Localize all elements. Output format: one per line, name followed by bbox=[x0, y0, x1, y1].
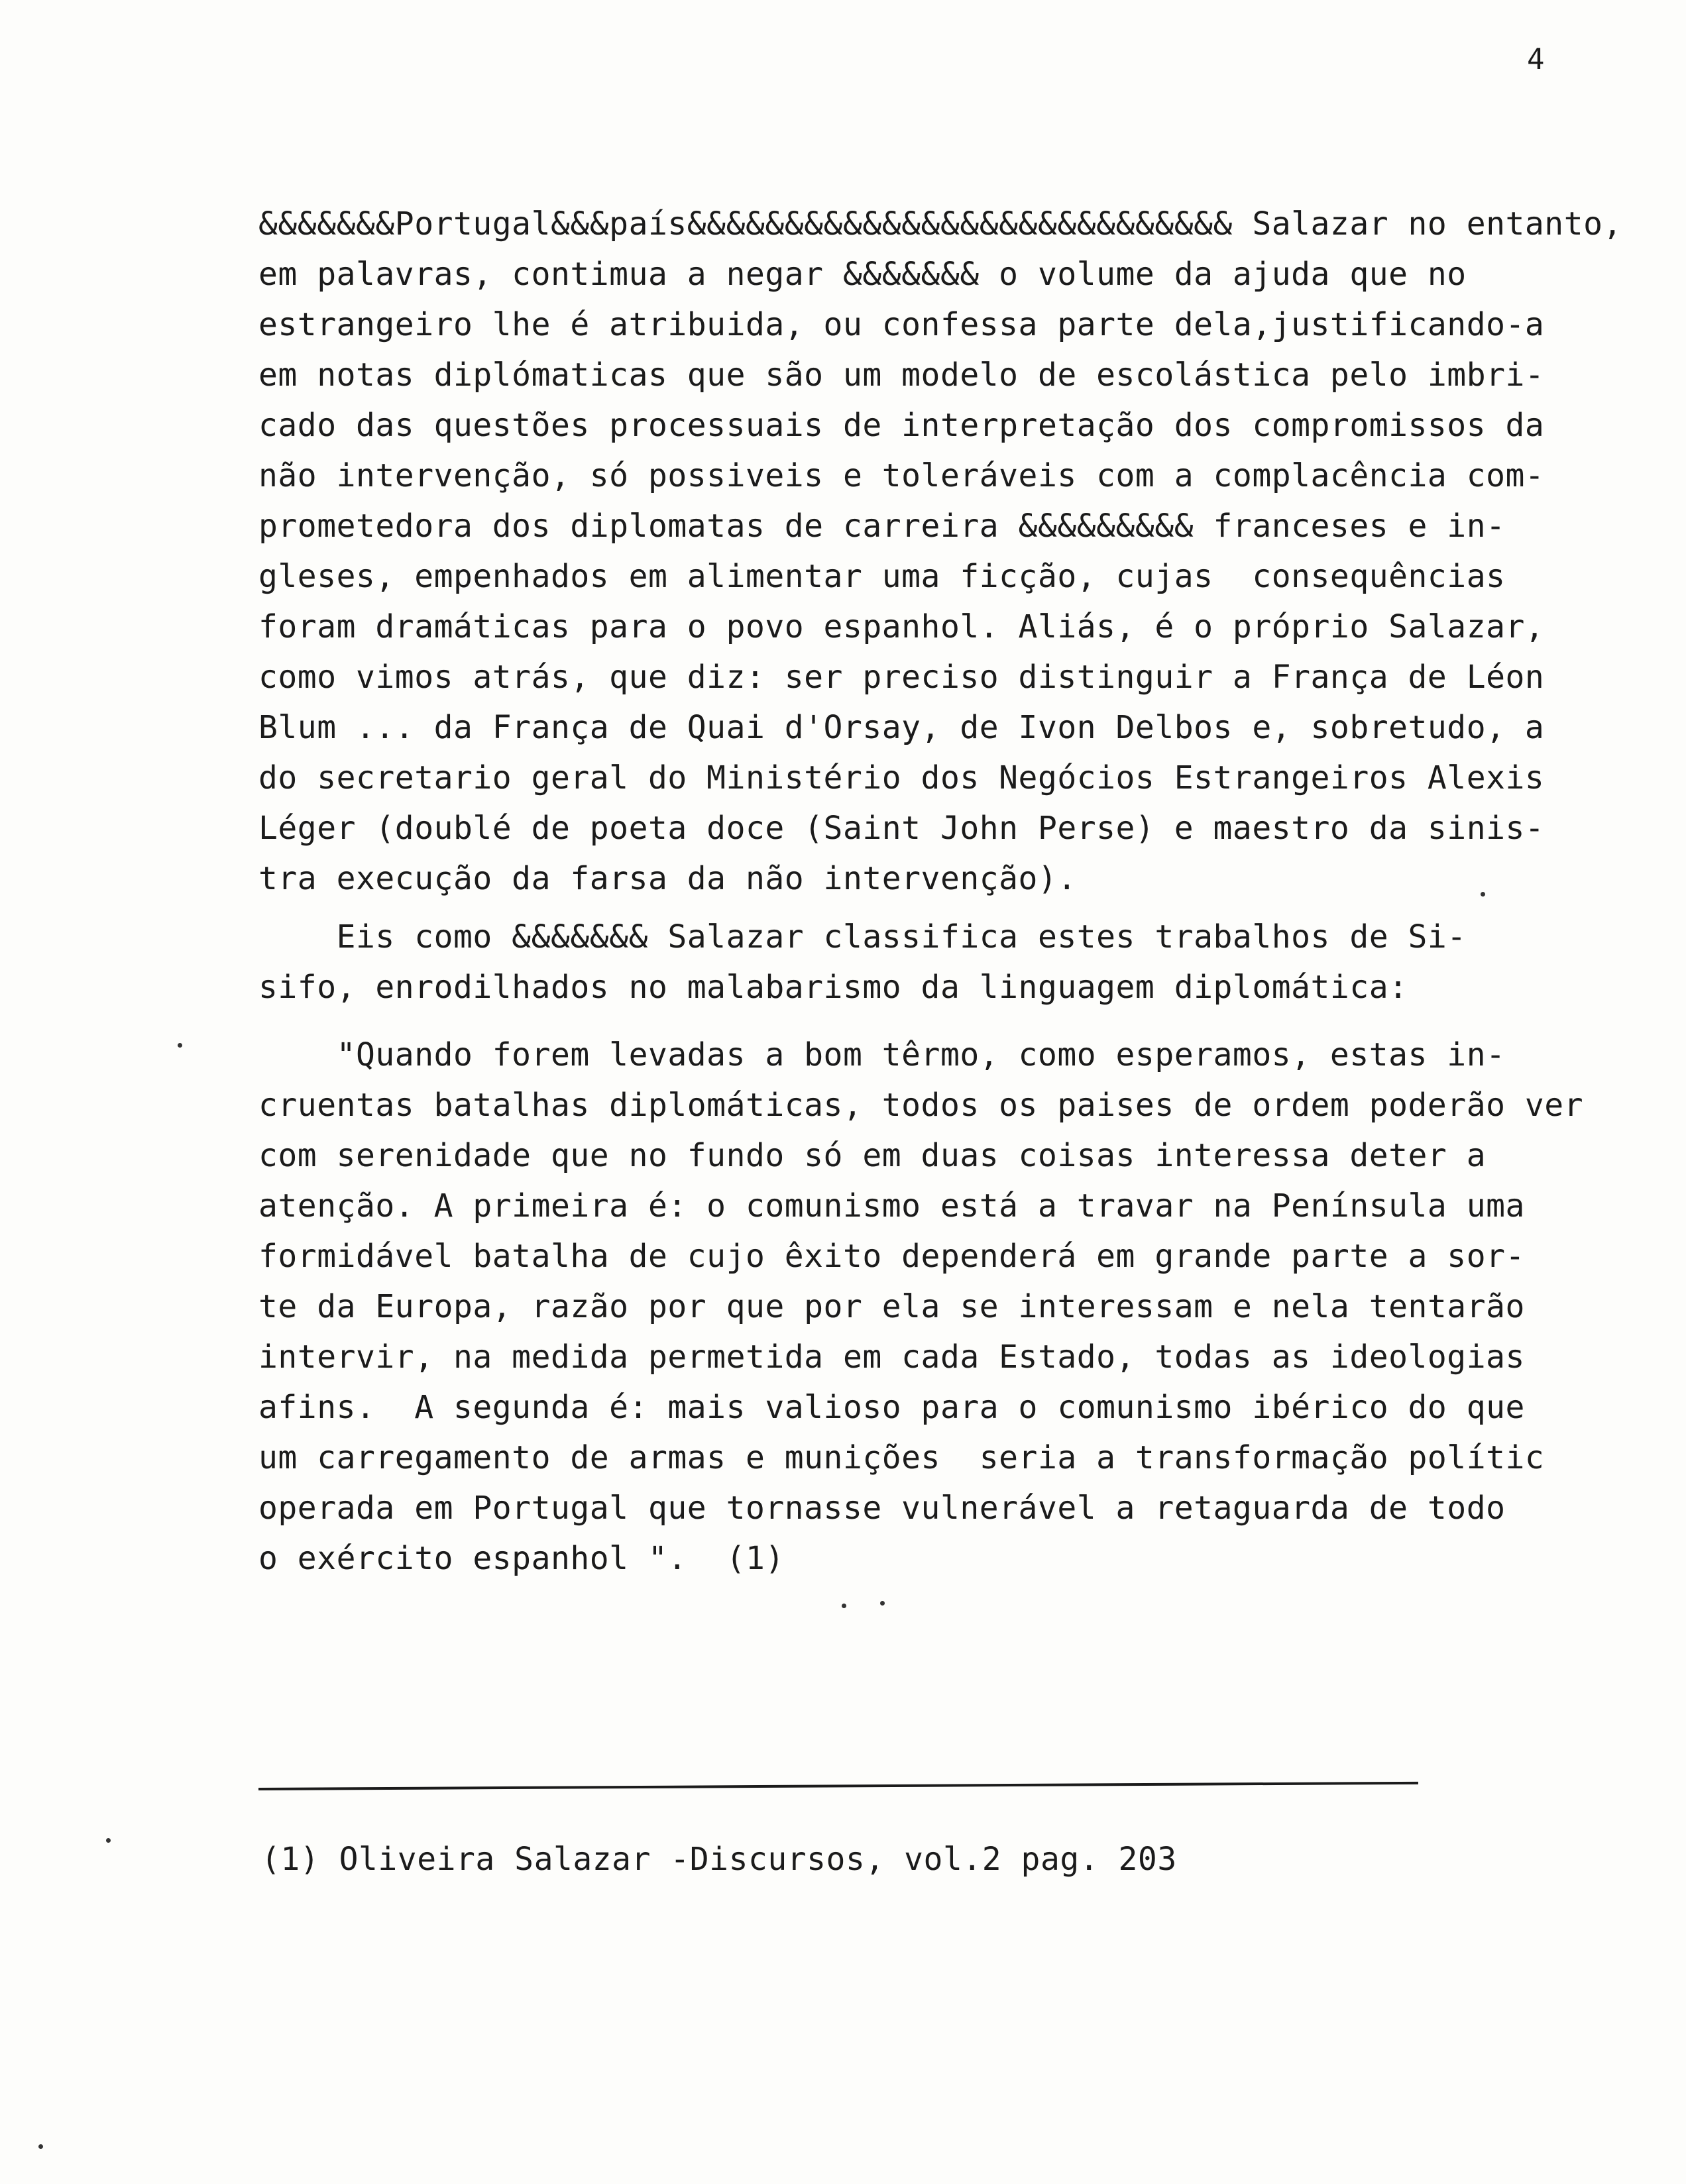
text-line: em palavras, contimua a negar &&&&&&& o volume da ajuda que no bbox=[258, 256, 1467, 293]
scan-speck bbox=[38, 2144, 43, 2149]
text-line: estrangeiro lhe é atribuida, ou confessa parte dela,justificando-a bbox=[258, 306, 1545, 343]
quote-line: o exército espanhol ". (1) bbox=[258, 1540, 785, 1577]
text-line: cado das questões processuais de interpretação dos compromissos da bbox=[258, 407, 1545, 444]
text-line: Léger (doublé de poeta doce (Saint John Perse) e maestro da sinis- bbox=[258, 810, 1545, 847]
text-line: como vimos atrás, que diz: ser preciso distinguir a França de Léon bbox=[258, 659, 1545, 696]
text-line: prometedora dos diplomatas de carreira &&&&&&&&& franceses e in- bbox=[258, 508, 1506, 545]
text-line: &&&&&&&Portugal&&&país&&&&&&&&&&&&&&&&&&&&&&&&&&&& Salazar no entanto, bbox=[258, 205, 1622, 243]
scan-speck bbox=[106, 1838, 111, 1843]
text-line: não intervenção, só possiveis e toleráveis com a complacência com- bbox=[258, 457, 1545, 494]
quote-line: afins. A segunda é: mais valioso para o comunismo ibérico do que bbox=[258, 1389, 1525, 1426]
scan-speck bbox=[178, 1043, 182, 1048]
quote-line: cruentas batalhas diplomáticas, todos os paises de ordem poderão ver bbox=[258, 1087, 1584, 1124]
text-line: Blum ... da França de Quai d'Orsay, de Ivon Delbos e, sobretudo, a bbox=[258, 709, 1545, 746]
text-line: em notas diplómaticas que são um modelo de escolástica pelo imbri- bbox=[258, 356, 1545, 394]
quote-line: "Quando forem levadas a bom têrmo, como esperamos, estas in- bbox=[258, 1036, 1506, 1073]
text-line: do secretario geral do Ministério dos Negócios Estrangeiros Alexis bbox=[258, 759, 1545, 796]
footnote: (1) Oliveira Salazar -Discursos, vol.2 pag. 203 bbox=[261, 1841, 1177, 1878]
text-line: tra execução da farsa da não intervenção). bbox=[258, 860, 1077, 897]
footnote-divider bbox=[258, 1782, 1418, 1790]
scan-speck bbox=[842, 1604, 846, 1608]
paragraph-intro-quote bbox=[258, 912, 1644, 1012]
quote-line: operada em Portugal que tornasse vulnerável a retaguarda de todo bbox=[258, 1490, 1506, 1527]
quote-line: intervir, na medida permetida em cada Estado, todas as ideologias bbox=[258, 1338, 1525, 1376]
text-line: sifo, enrodilhados no malabarismo da linguagem diplomática: bbox=[258, 969, 1408, 1006]
quote-line: te da Europa, razão por que por ela se interessam e nela tentarão bbox=[258, 1288, 1525, 1325]
scan-speck bbox=[880, 1601, 885, 1606]
paragraph-main bbox=[258, 199, 1644, 904]
text-line: foram dramáticas para o povo espanhol. Aliás, é o próprio Salazar, bbox=[258, 608, 1545, 645]
quote-line: atenção. A primeira é: o comunismo está a travar na Península uma bbox=[258, 1187, 1525, 1225]
scan-speck bbox=[1481, 892, 1485, 897]
quote-line: com serenidade que no fundo só em duas coisas interessa deter a bbox=[258, 1137, 1487, 1174]
quote-line: um carregamento de armas e munições seria a transformação polític bbox=[258, 1439, 1545, 1476]
page-number: 4 bbox=[1527, 42, 1545, 76]
text-line: Eis como &&&&&&& Salazar classifica estes trabalhos de Si- bbox=[258, 918, 1467, 956]
text-line: gleses, empenhados em alimentar uma ficção, cujas consequências bbox=[258, 558, 1506, 595]
quote-line: formidável batalha de cujo êxito dependerá em grande parte a sor- bbox=[258, 1238, 1525, 1275]
quotation-block bbox=[258, 1030, 1644, 1584]
